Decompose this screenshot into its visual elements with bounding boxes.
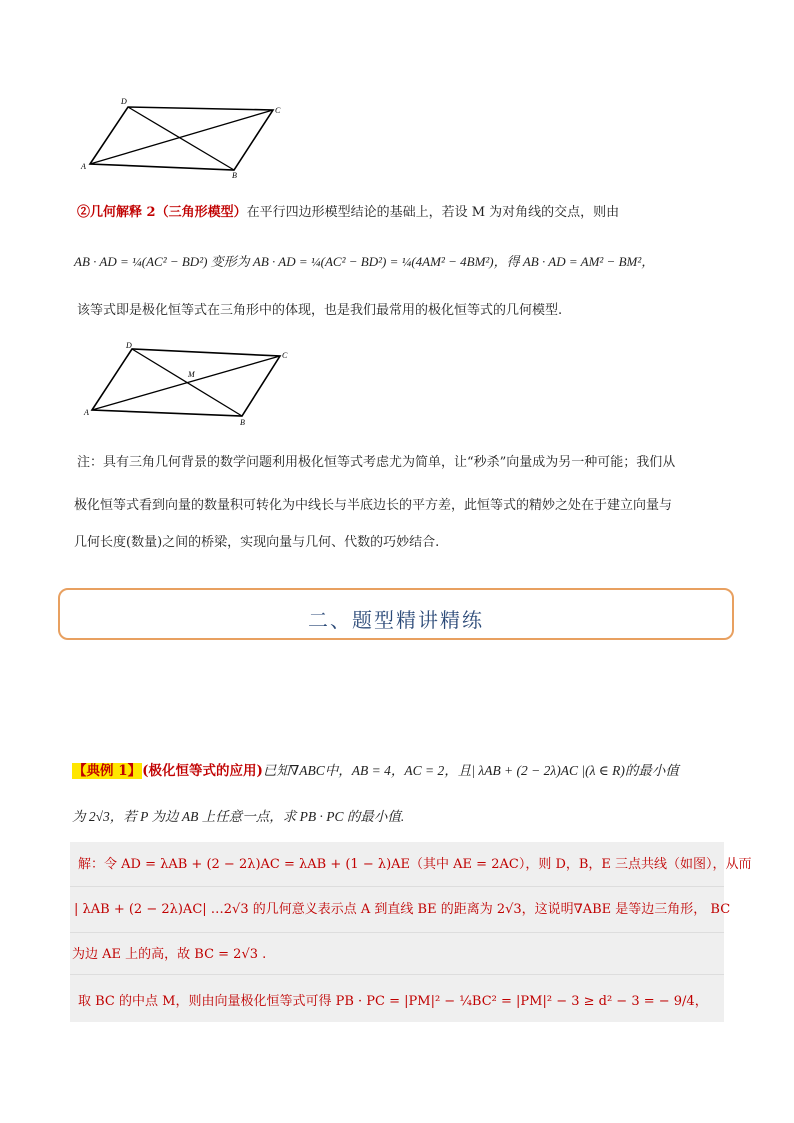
fig1-label-a: A [81,162,86,171]
example-line-2: 为 2√3，若 P 为边 AB 上任意一点，求 PB · PC 的最小值. [72,809,405,824]
fig2-label-m: M [188,370,195,379]
fig1-label-b: B [232,171,237,178]
fig2-label-a: A [84,408,89,417]
note-line-2: 极化恒等式看到向量的数量积可转化为中线长与半底边长的平方差，此恒等式的精妙之处在于建立向量与 [74,498,673,513]
explanation-summary: 该等式即是极化恒等式在三角形中的体现，也是我们最常用的极化恒等式的几何模型. [77,303,563,318]
solution-divider-1 [70,886,724,887]
example-line-1 [72,762,679,780]
section-heading: 二、题型精讲精练 [308,608,484,632]
example-tag: 【典例 1】 [73,763,142,779]
explanation-title [77,204,619,222]
example-subtitle: (极化恒等式的应用) [142,763,263,779]
note-line-1: 注：具有三角几何背景的数学问题利用极化恒等式考虑尤为简单，让“秒杀”向量成为另一种可能；我们从 [77,455,676,470]
section-heading-box [58,588,734,640]
fig1-label-c: C [275,106,281,115]
solution-divider-3 [70,974,724,975]
note-line-3: 几何长度(数量)之间的桥梁，实现向量与几何、代数的巧妙结合. [74,535,440,550]
parallelogram-figure-1 [78,96,288,178]
solution-line-3: 为边 AE 上的高，故 BC = 2√3 . [72,947,267,962]
fig1-label-d: D [121,97,127,106]
solution-line-4: 取 BC 的中点 M，则由向量极化恒等式可得 PB · PC = |PM|² − ¼BC² = |PM|² − 3 ≥ d² − 3 = − 9/4， [78,994,708,1009]
example-text-1: 已知∇ABC中，AB = 4，AC = 2，且| λAB + (2 − 2λ)AC |(λ ∈ R)的最小值 [262,763,679,778]
fig2-label-d: D [126,341,132,350]
explanation-formula: AB · AD = ¼(AC² − BD²) 变形为 AB · AD = ¼(AC² − BD²) = ¼(4AM² − 4BM²)，得 AB · AD = AM² − BM²， [74,254,655,269]
solution-line-1: 解：令 AD = λAB + (2 − 2λ)AC = λAB + (1 − λ)AE（其中 AE = 2AC），则 D，B，E 三点共线（如图），从而 [78,857,752,872]
fig2-label-b: B [240,418,245,426]
parallelogram-figure-2 [82,340,296,426]
fig2-label-c: C [282,351,288,360]
solution-divider-2 [70,932,724,933]
explanation-title-prefix: ②几何解释 2（三角形模型） [77,205,247,220]
explanation-title-rest: 在平行四边形模型结论的基础上，若设 M 为对角线的交点，则由 [246,205,620,220]
solution-line-2: | λAB + (2 − 2λ)AC| …2√3 的几何意义表示点 A 到直线 BE 的距离为 2√3，这说明∇ABE 是等边三角形， BC [74,902,731,917]
